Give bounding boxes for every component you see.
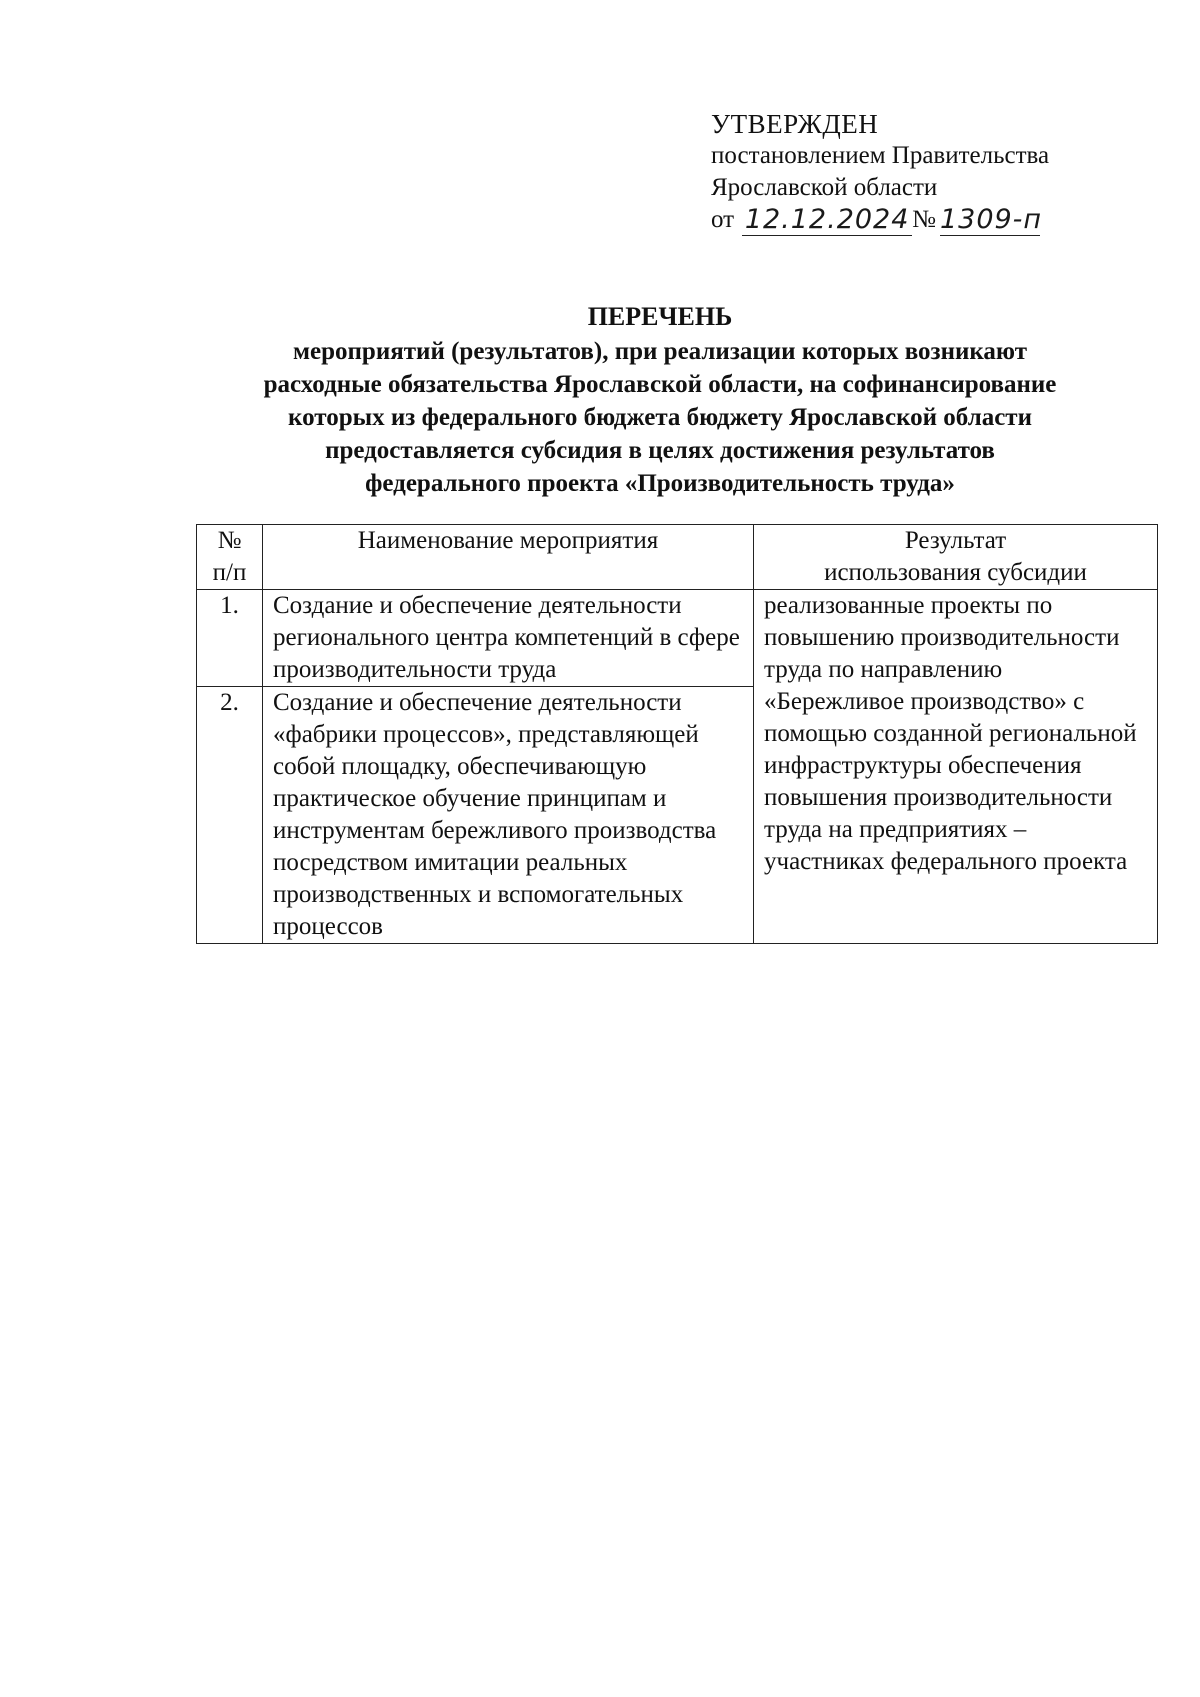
header-result [754, 525, 1158, 590]
row-number: 1. [197, 590, 263, 687]
table-header-row [197, 525, 1158, 590]
approval-line-2: Ярославской области [711, 174, 938, 201]
heading-line: мероприятий (результатов), при реализации которых возникают [293, 338, 1027, 365]
document-title: ПЕРЕЧЕНЬ [587, 302, 733, 331]
heading-line: предоставляется субсидия в целях достижения результатов [325, 437, 995, 464]
handwritten-number: 1309-п [939, 204, 1043, 235]
document-heading [180, 300, 1140, 500]
result-cell [754, 590, 1158, 944]
number-prefix: № [912, 206, 936, 233]
heading-line: федерального проекта «Производительность труда» [365, 470, 955, 497]
row-number: 2. [197, 687, 263, 944]
header-result-line-2: использования субсидии [824, 559, 1087, 586]
heading-line: которых из федерального бюджета бюджету Ярославской области [288, 404, 1032, 431]
approval-date-row [711, 204, 1151, 236]
approval-stamp [711, 108, 1151, 236]
header-number-line-1: № [217, 527, 242, 554]
row-name: Создание и обеспечение деятельности «фабрики процессов», представляющей собой площадку, обеспечивающую практическое обучение принципам и инструментам бережливого производства посредством имитации реальных производственных и вспомогательных процессов [263, 687, 754, 944]
result-text: реализованные проекты по повышению производительности труда по направлению «Бережливое производство» с помощью созданной региональной инфраструктуры обеспечения повышения производительности труда на предприятиях – участниках федерального проекта [764, 592, 1137, 875]
header-name [263, 525, 754, 590]
date-prefix: от [711, 206, 735, 233]
table-row [197, 590, 1158, 687]
header-result-line-1: Результат [904, 527, 1007, 554]
header-number [197, 525, 263, 590]
heading-line: расходные обязательства Ярославской области, на софинансирование [263, 371, 1057, 398]
row-name: Создание и обеспечение деятельности регионального центра компетенций в сфере производительности труда [263, 590, 754, 687]
approval-title: УТВЕРЖДЕН [711, 109, 879, 139]
header-name-text: Наименование мероприятия [357, 527, 659, 554]
handwritten-date: 12.12.2024 [742, 205, 912, 236]
header-number-line-2: п/п [212, 559, 247, 586]
approval-line-1: постановлением Правительства [711, 142, 1050, 169]
measures-table [196, 524, 1158, 944]
